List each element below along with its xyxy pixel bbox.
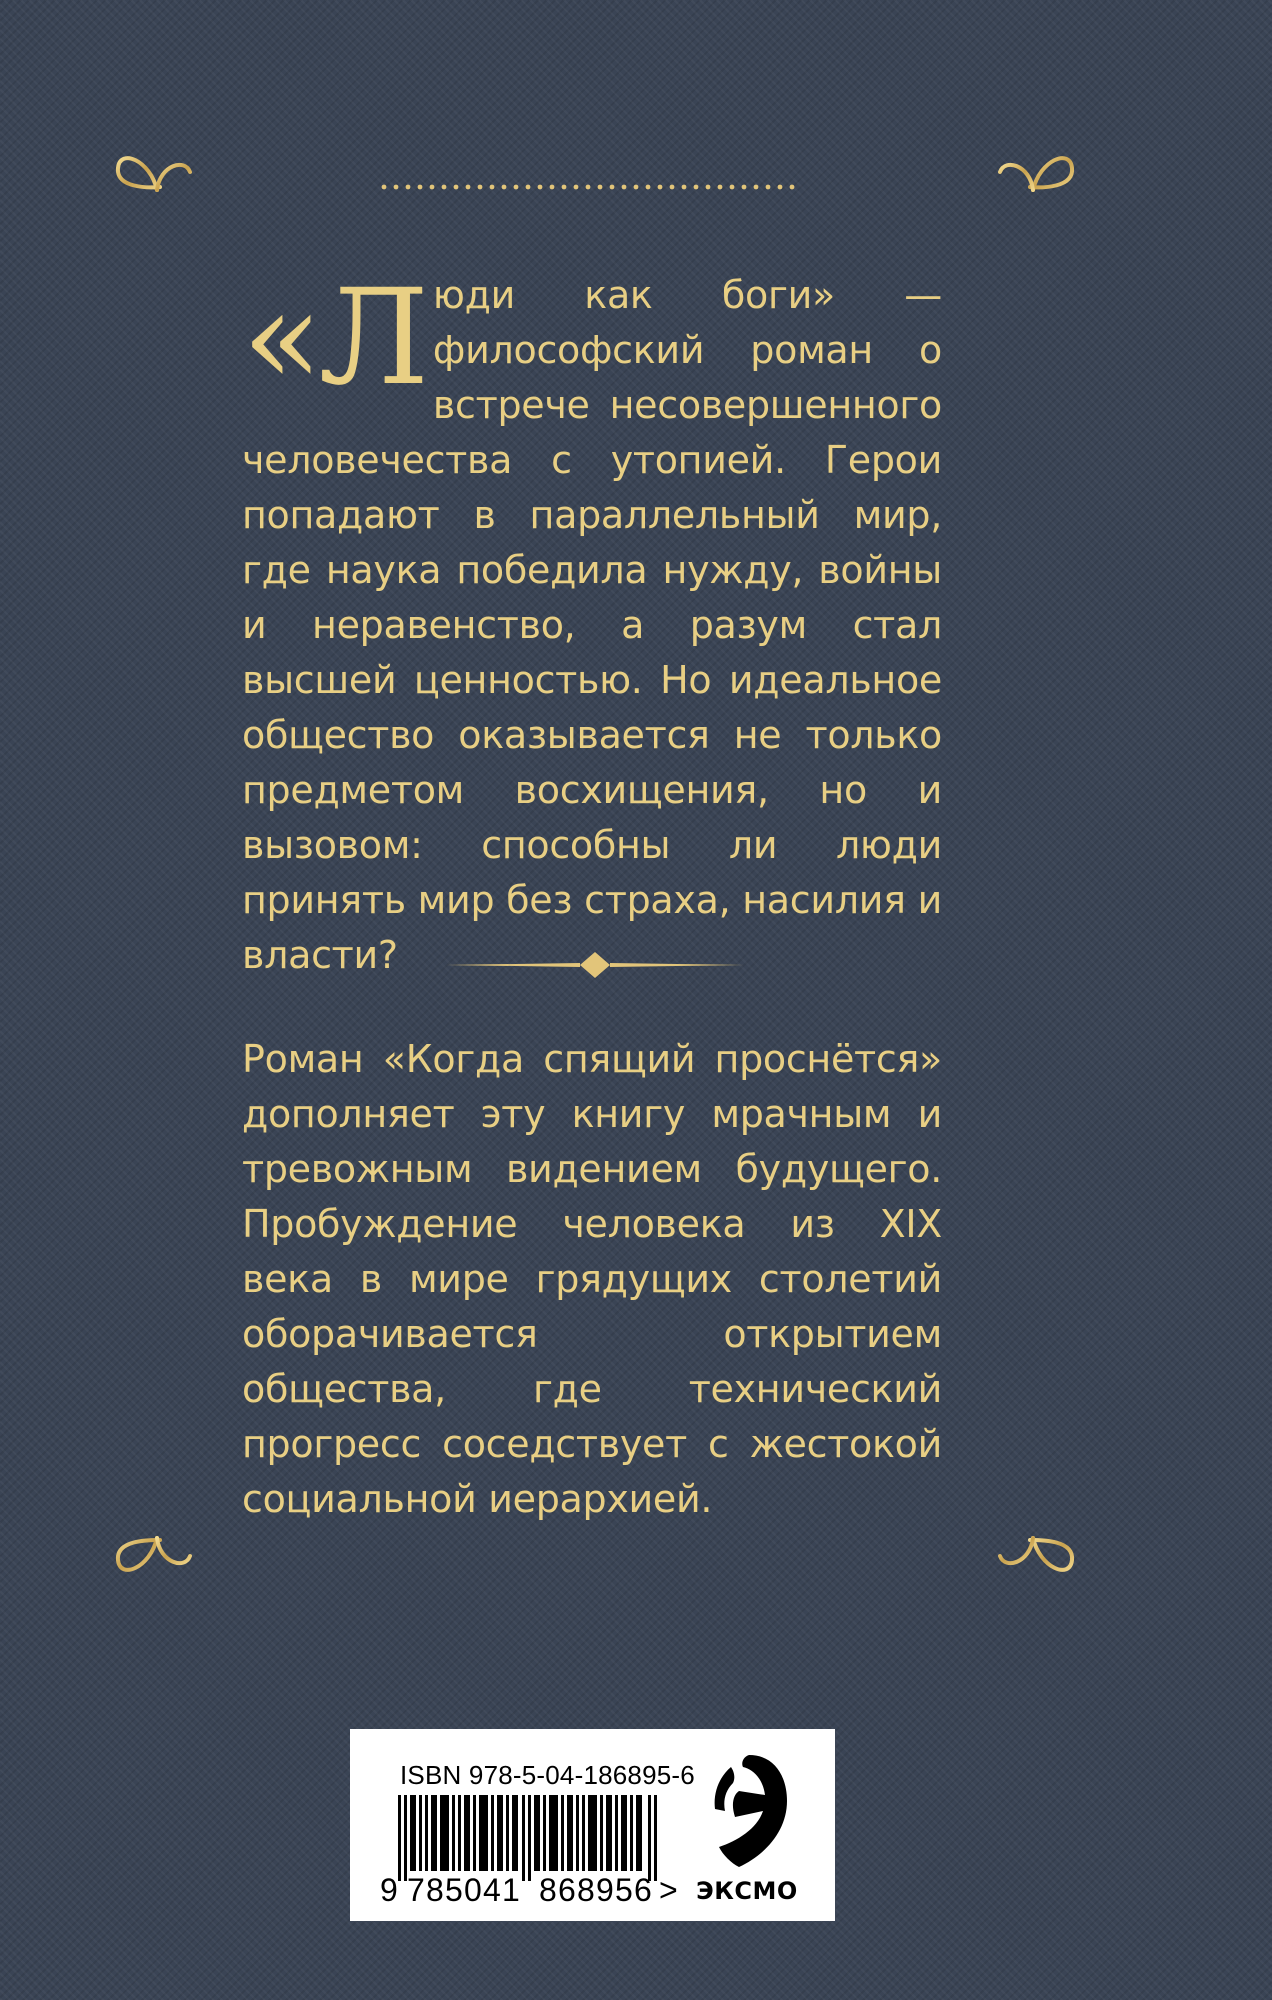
barcode-digits-trail: > <box>658 1872 679 1908</box>
description-paragraph-1 <box>242 261 942 983</box>
barcode-digits <box>380 1872 679 1909</box>
corner-curl-bottom-left <box>118 1538 160 1570</box>
barcode-digits-group-1: 785041 <box>407 1872 521 1908</box>
drop-cap: «Л <box>242 261 425 415</box>
isbn-label: ISBN 978-5-04-186895-6 <box>400 1760 695 1790</box>
eksmo-logo-icon <box>705 1751 791 1869</box>
barcode-icon <box>398 1795 660 1881</box>
corner-curl-bottom-right <box>1030 1538 1072 1570</box>
publisher-name: ЭКСМО <box>696 1877 798 1905</box>
barcode-digits-group-2: 868956 <box>538 1872 653 1908</box>
corner-curl-top-right <box>1030 158 1072 190</box>
description-text-1: юди как боги» — философский роман о встрече несовершенного человечества с утопией. Герои попадают в параллельный мир, где наука победила нужду, войны и неравенство, а разум стал высшей ценностью. Но идеальное общество оказывается не только предметом восхищения, но и вызовом: способны ли люди принять мир без страха, насилия и власти? <box>242 273 942 977</box>
description-paragraph-2 <box>242 1032 942 1527</box>
description-text-2: Роман «Когда спящий проснётся» дополняет эту книгу мрачным и тревожным видением будущего. Пробуждение человека из XIX века в мире грядущих столетий оборачивается открытием общества, где технический прогресс соседствует с жестокой социальной иерархией. <box>242 1037 942 1521</box>
barcode-digit-lead: 9 <box>380 1872 399 1908</box>
corner-curl-top-left <box>118 158 160 190</box>
frame-top-dots <box>382 185 795 190</box>
barcode-panel <box>350 1729 835 1921</box>
